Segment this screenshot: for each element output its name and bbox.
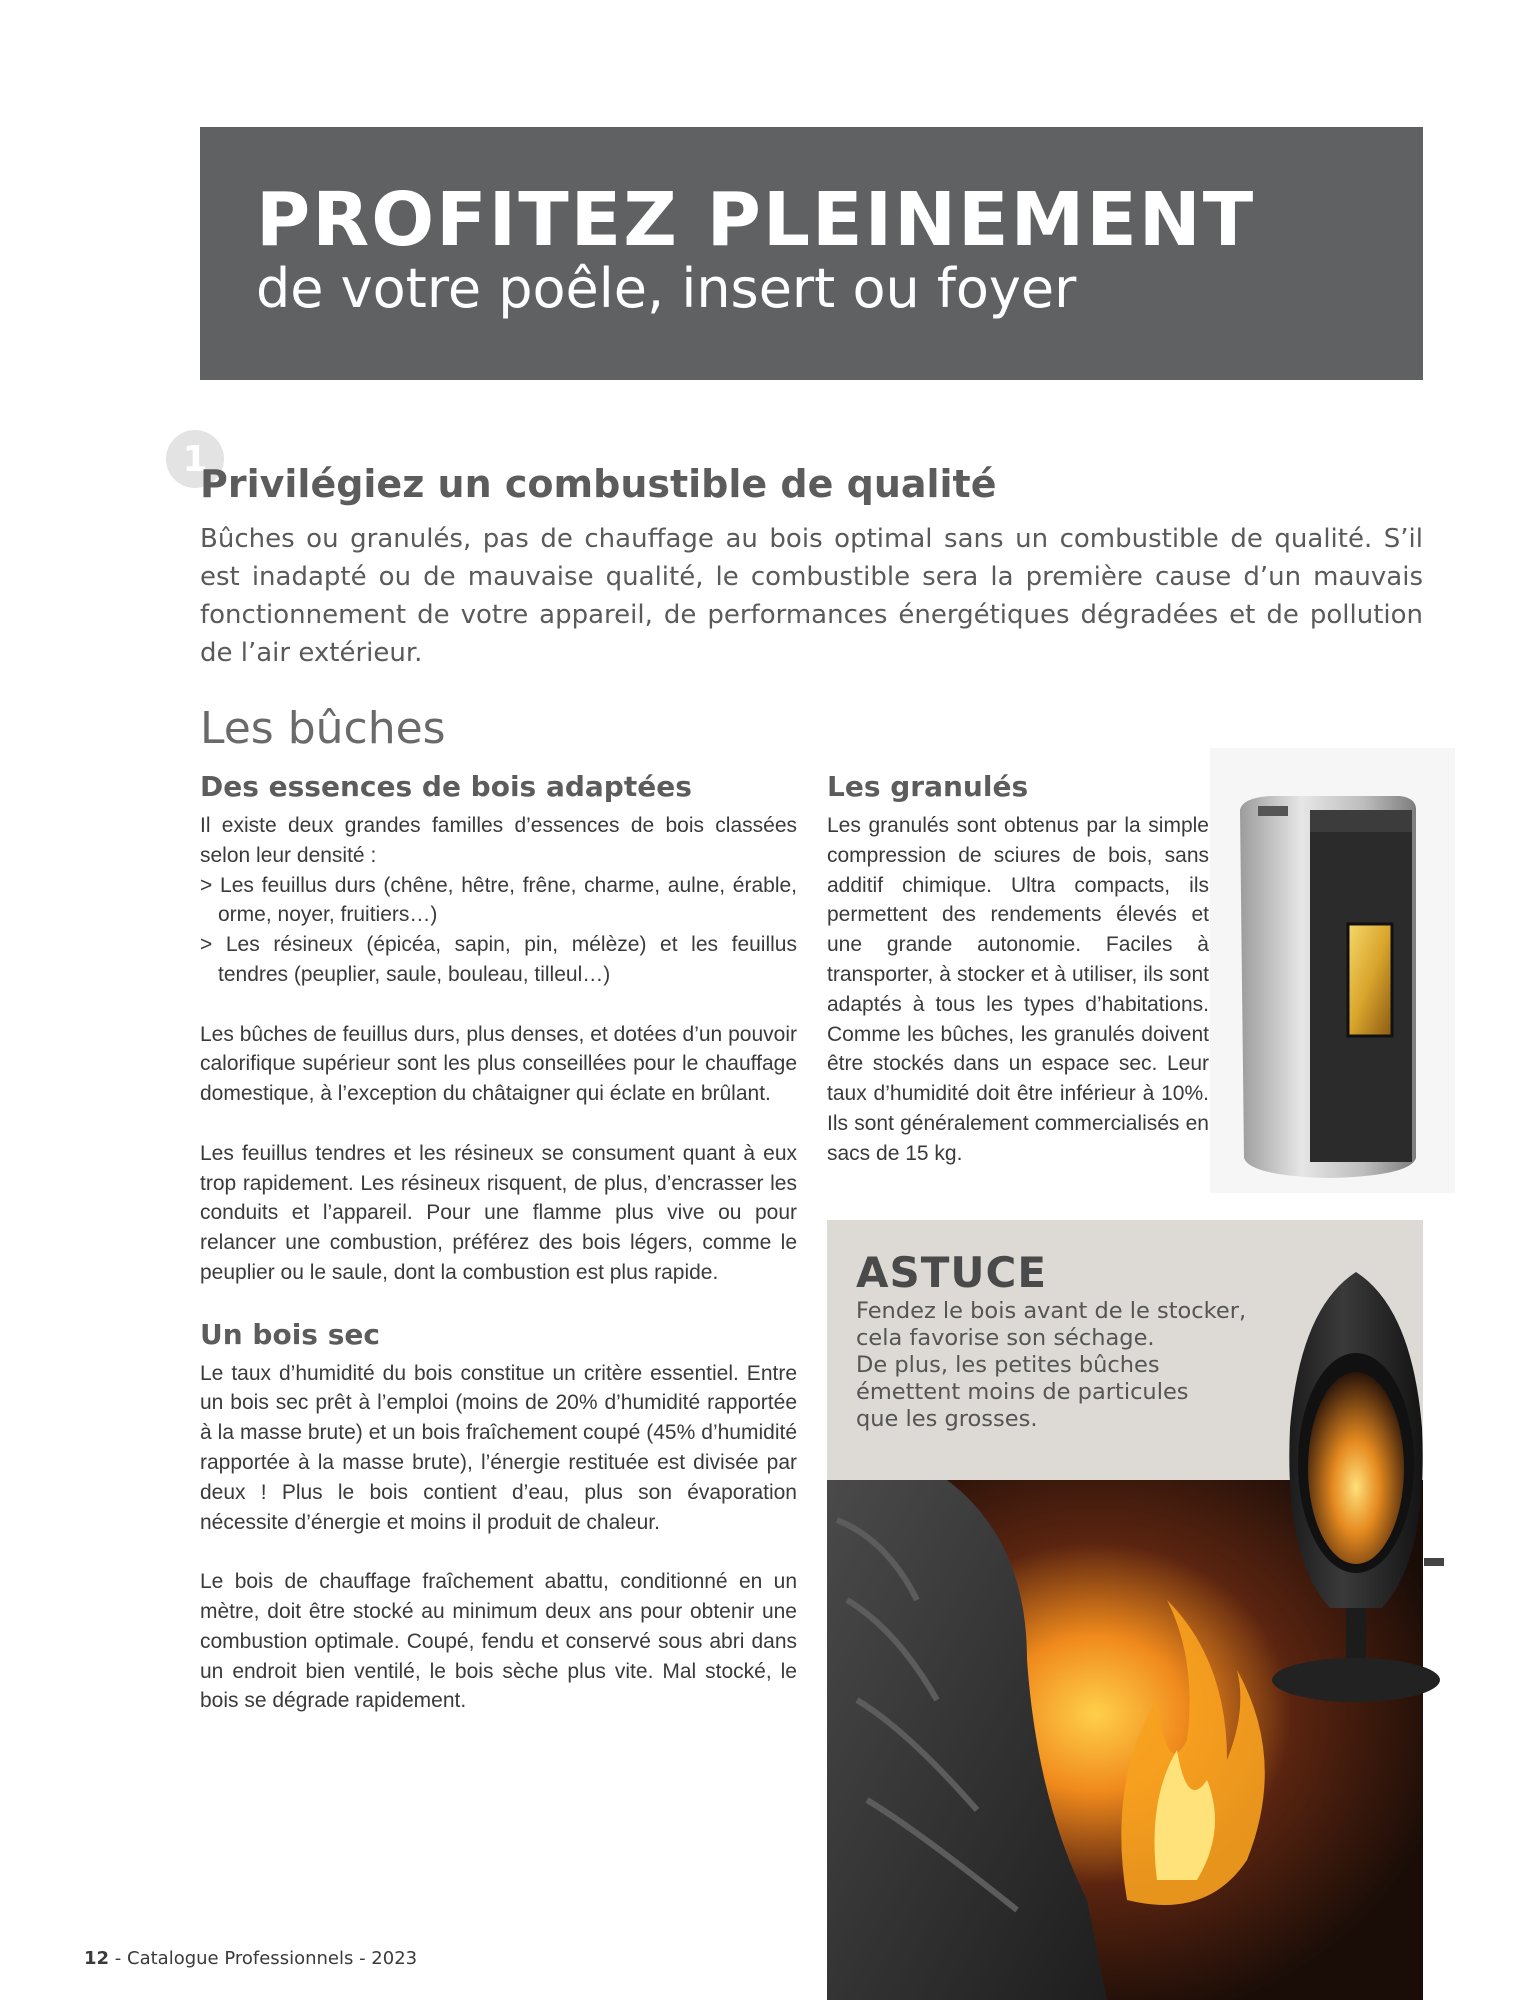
section-number-badge: 1 <box>166 430 224 488</box>
astuce-line: émettent moins de particules <box>856 1379 1189 1405</box>
right-column <box>827 770 1209 1169</box>
pellet-stove-image <box>1210 748 1455 1193</box>
astuce-line: Fendez le bois avant de le stocker, <box>856 1298 1247 1324</box>
astuce-title: ASTUCE <box>856 1248 1048 1297</box>
essences-heading: Des essences de bois adaptées <box>200 770 692 803</box>
granules-text: Les granulés sont obtenus par la simple compression de sciures de bois, sans additif chimique. Ultra compacts, ils permettent des rendements élevés et une grande autonomie. Faciles à transporter, à stocker et à utiliser, ils sont adaptés à tous les types d’habitations. Comme les bûches, les granulés doivent être stockés dans un espace sec. Leur taux d’humidité doit être inférieur à 10%. Ils sont généralement commercialisés en sacs de 15 kg. <box>827 814 1209 1165</box>
banner-title: PROFITEZ PLEINEMENT <box>256 177 1256 263</box>
list-item: > Les feuillus durs (chêne, hêtre, frêne, charme, aulne, érable, orme, noyer, fruitiers…) <box>200 871 797 931</box>
banner-subtitle: de votre poêle, insert ou foyer <box>256 257 1077 320</box>
list-item: > Les résineux (épicéa, sapin, pin, mélèze) et les feuillus tendres (peuplier, saule, bouleau, tilleul…) <box>200 930 797 990</box>
essences-lead: Il existe deux grandes familles d’essences de bois classées selon leur densité : <box>200 814 797 867</box>
page-number: 12 <box>84 1948 110 1969</box>
granules-heading: Les granulés <box>827 770 1029 803</box>
section-intro: Bûches ou granulés, pas de chauffage au bois optimal sans un combustible de qualité. S’il est inadapté ou de mauvaise qualité, le combustible sera la première cause d’un mauvais fonctionnement de votre appareil, de performances énergétiques dégradées et de pollution de l’air extérieur. <box>200 524 1423 668</box>
astuce-line: De plus, les petites bûches <box>856 1352 1160 1378</box>
bois-sec-heading: Un bois sec <box>200 1317 380 1351</box>
left-column <box>200 770 797 1746</box>
essences-body <box>200 811 797 1288</box>
essences-paragraph: Les bûches de feuillus durs, plus denses, et dotées d’un pouvoir calorifique supérieur sont les plus conseillées pour le chauffage domestique, à l’exception du châtaigner qui éclate en brûlant. <box>200 1022 797 1106</box>
bois-sec-body <box>200 1359 797 1717</box>
essences-paragraph: Les feuillus tendres et les résineux se consument quant à eux trop rapidement. Les résineux risquent, de plus, d’encrasser les conduits et l’appareil. Pour une flamme plus vive ou pour relancer une combustion, préférez des bois légers, comme le peuplier ou le saule, dont la combustion est plus rapide. <box>200 1141 797 1284</box>
title-banner <box>200 127 1423 380</box>
page-footer <box>84 1948 417 1969</box>
footer-text: - Catalogue Professionnels - 2023 <box>114 1948 418 1969</box>
buches-heading: Les bûches <box>200 703 446 754</box>
section-title: Privilégiez un combustible de qualité <box>200 462 997 506</box>
astuce-line: que les grosses. <box>856 1406 1038 1432</box>
essences-list <box>200 871 797 990</box>
bois-sec-paragraph: Le bois de chauffage fraîchement abattu, conditionné en un mètre, doit être stocké au minimum deux ans pour obtenir une combustion optimale. Coupé, fendu et conservé sous abri dans un endroit bien ventilé, le bois sèche plus vite. Mal stocké, le bois se dégrade rapidement. <box>200 1570 797 1713</box>
bois-sec-paragraph: Le taux d’humidité du bois constitue un critère essentiel. Entre un bois sec prêt à l’emploi (moins de 20% d’humidité rapportée à la masse brute) et un bois fraîchement coupé (45% d’humidité rapportée à la masse brute), l’énergie restituée est divisée par deux ! Plus le bois contient d’eau, plus son évaporation nécessite d’énergie et moins il produit de chaleur. <box>200 1361 797 1534</box>
astuce-line: cela favorise son séchage. <box>856 1325 1155 1351</box>
astuce-text <box>856 1298 1296 1433</box>
oval-stove-image <box>1262 1268 1450 1728</box>
